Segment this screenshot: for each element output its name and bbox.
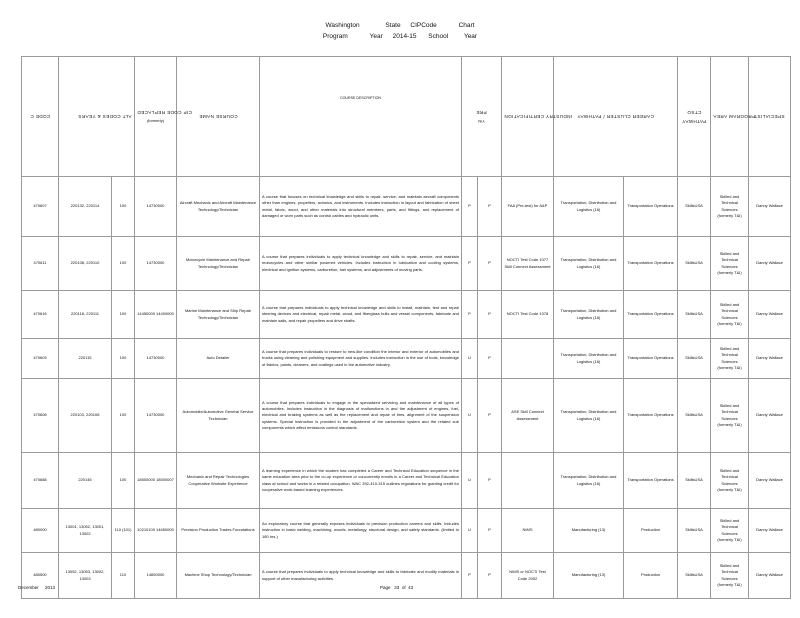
row-pre-2: P	[478, 509, 502, 553]
row-ctso: SkillsUSA	[678, 339, 711, 379]
title-word: Washington	[325, 22, 360, 29]
row-ctso: SkillsUSA	[678, 237, 711, 291]
footer-date	[18, 585, 55, 590]
document-title	[0, 20, 800, 42]
header-ctso: CTSO PATHWAY	[678, 57, 711, 177]
row-pre-2: P	[478, 177, 502, 237]
row-course-name: Mechanic and Repair Technologies Cooperative Worksite Experience	[177, 453, 260, 509]
row-cluster: Transportation, Distribution and Logistics (16)	[554, 177, 624, 237]
row-description: A course that prepares individuals to restore to new-like condition the interior and exterior of automobiles and trucks using cleaning and polishing equipment and supplies. Includes instruction in the use of tools, knowledge of fabrics, paints, cleaners, and coatings used in the automotive industry.	[260, 339, 462, 379]
row-ctso: SkillsUSA	[678, 177, 711, 237]
row-pathway: Transportation Operations	[624, 237, 678, 291]
row-program-area: Skilled and Technical Sciences (formerly T&I)	[711, 177, 749, 237]
table-row	[22, 509, 791, 553]
footer-page	[380, 585, 413, 590]
row-course-name: Machine Shop Technology/Technician	[177, 553, 260, 599]
row-description: A course that prepares individuals to apply technical knowledge and skills to fabricate and modify materials in support of other manufacturing activities.	[260, 553, 462, 599]
footer-of: of	[401, 585, 406, 590]
row-program-area: Skilled and Technical Sciences (formerly T&I)	[711, 553, 749, 599]
row-specialist: Danny Wallace	[749, 379, 791, 453]
row-code: 470608	[22, 379, 59, 453]
table-row	[22, 339, 791, 379]
row-code: 480500	[22, 553, 59, 599]
footer-page-label: Page	[380, 585, 391, 590]
header-program: PROGRAM AREA	[711, 57, 749, 177]
row-alt-codes: 220108, 220110	[59, 237, 112, 291]
row-industry-cert: ASE Skill Connect Assessment	[502, 379, 554, 453]
row-program-area: Skilled and Technical Sciences (formerly T&I)	[711, 237, 749, 291]
row-specialist: Danny Wallace	[749, 453, 791, 509]
row-cluster: Transportation, Distribution and Logistics (16)	[554, 379, 624, 453]
title-line-1	[0, 20, 800, 31]
row-cip: 10210100 14650000	[135, 509, 177, 553]
row-cip: 14730000	[135, 237, 177, 291]
row-code: 470603	[22, 339, 59, 379]
row-course-name: Motorcycle Maintenance and Repair Technology/Technician	[177, 237, 260, 291]
row-cip: 14450000 14400000	[135, 291, 177, 339]
cip-code-table	[21, 56, 791, 599]
row-cluster: Transportation, Distribution and Logistics (16)	[554, 453, 624, 509]
header-cip: CIP CODE REPLACED (formerly)	[135, 57, 177, 177]
row-program-area: Skilled and Technical Sciences (formerly T&I)	[711, 379, 749, 453]
row-industry-cert	[502, 339, 554, 379]
title-line-2	[0, 31, 800, 42]
row-specialist: Danny Wallace	[749, 237, 791, 291]
header-pre: PRE Y/N	[462, 57, 502, 177]
row-course-name: Automobile/Automotive General Service Technician	[177, 379, 260, 453]
row-cluster: Transportation, Distribution and Logistics (16)	[554, 291, 624, 339]
row-alt-codes: 220132, 220114	[59, 177, 112, 237]
row-code: 470611	[22, 237, 59, 291]
row-industry-cert: NIMS or NOCTI Test Code 2002	[502, 553, 554, 599]
row-ctso: SkillsUSA	[678, 379, 711, 453]
row-cluster: Manufacturing (13)	[554, 553, 624, 599]
row-num: 110 (101)	[112, 509, 135, 553]
row-pre-2: P	[478, 379, 502, 453]
row-description: A learning experience in which the student has completed a Career and Technical Education sequence in the same education area prior to the co-op experience or concurrently enrolls in a Career and Technical Education class at school and works in a related occupation. WAC 392-410-315 outlines regulations for granting credit for cooperative work-based learning experiences.	[260, 453, 462, 509]
row-program-area: Skilled and Technical Sciences (formerly T&I)	[711, 509, 749, 553]
row-num: 100	[112, 379, 135, 453]
row-ctso: SkillsUSA	[678, 553, 711, 599]
row-pre-1: P	[462, 553, 478, 599]
row-program-area: Skilled and Technical Sciences (formerly T&I)	[711, 291, 749, 339]
row-pre-2: P	[478, 453, 502, 509]
table-row	[22, 237, 791, 291]
footer-total: 43	[408, 585, 414, 590]
row-pre-1: U	[462, 339, 478, 379]
row-description: A course that prepares individuals to engage in the specialized servicing and maintenance of all types of automobiles. Includes instruction in the diagnosis of malfunctions in and the adjustment of engines, fuel, electrical and braking systems as well as the replacement and repair of tires, alignment of the suspension systems. Special instruction is provided in the adjustment of the carburetion system and the related sub components which affect emissions control standards.	[260, 379, 462, 453]
row-pathway: Transportation Operations	[624, 379, 678, 453]
row-cip: 14730000	[135, 379, 177, 453]
row-description: A course that prepares individuals to apply technical knowledge and skills to install, maintain, test and repair steering devices and electrical, repair metal, wood, and fiberglass hulls and vessel components, fabricate and maintain sails, and repair propellers and drive shafts.	[260, 291, 462, 339]
row-ctso: SkillsUSA	[678, 453, 711, 509]
row-num: 100	[112, 237, 135, 291]
header-alt-codes: ALT CODES & YEARS	[59, 57, 135, 177]
title-word: Year	[463, 33, 478, 40]
row-code: 470616	[22, 291, 59, 339]
row-pre-1: P	[462, 177, 478, 237]
header-cip-sub: (formerly)	[146, 117, 165, 123]
row-alt-codes: 220118, 220111	[59, 291, 112, 339]
row-pre-1: P	[462, 237, 478, 291]
row-program-area: Skilled and Technical Sciences (formerly T&I)	[711, 339, 749, 379]
title-word: Program	[322, 33, 348, 40]
header-pathway: PATHWAY	[681, 118, 707, 124]
row-program-area: Skilled and Technical Sciences (formerly T&I)	[711, 453, 749, 509]
title-word: State	[385, 22, 401, 29]
row-pre-2: P	[478, 339, 502, 379]
row-cluster: Transportation, Distribution and Logistics (16)	[554, 339, 624, 379]
row-industry-cert: NIMS	[502, 509, 554, 553]
row-num: 110	[112, 553, 135, 599]
title-word: Year	[369, 33, 383, 40]
row-course-name: Marine Maintenance and Ship Repair Technology/Technician	[177, 291, 260, 339]
row-industry-cert: NOCTI Test Code 1077 Skill Connect Assessment	[502, 237, 554, 291]
row-pre-2: P	[478, 237, 502, 291]
row-specialist: Danny Wallace	[749, 177, 791, 237]
row-specialist: Danny Wallace	[749, 339, 791, 379]
row-cluster: Transportation, Distribution and Logistics (16)	[554, 237, 624, 291]
header-code: CODE C	[22, 57, 59, 177]
footer-page-num: 33	[394, 585, 400, 590]
row-pre-2: P	[478, 291, 502, 339]
row-industry-cert	[502, 453, 554, 509]
row-num: 100	[112, 291, 135, 339]
row-specialist: Danny Wallace	[749, 509, 791, 553]
row-pre-1: U	[462, 453, 478, 509]
table-row	[22, 553, 791, 599]
row-cip: 14730000	[135, 177, 177, 237]
row-description: A course that prepares individuals to apply technical knowledge and skills to repair, service, and maintain motorcycles and other similar powered vehicles. Includes instruction in lubrication and cooling systems, electrical and ignition systems, carburetion, fuel systems, and adjustments of moving parts.	[260, 237, 462, 291]
header-pre-sub: Y/N	[478, 118, 485, 124]
header-industry: INDUSTRY CERTIFICATION	[502, 57, 554, 177]
row-pathway: Transportation Operations	[624, 453, 678, 509]
header-description: COURSE DESCRIPTION	[260, 57, 462, 177]
row-code: 470688	[22, 453, 59, 509]
header-row	[22, 57, 791, 177]
row-pre-1: U	[462, 379, 478, 453]
row-specialist: Danny Wallace	[749, 553, 791, 599]
row-pathway: Production	[624, 553, 678, 599]
row-cluster: Manufacturing (13)	[554, 509, 624, 553]
header-cluster: CAREER CLUSTER / PATHWAY	[554, 57, 678, 177]
row-ctso: SkillsUSA	[678, 509, 711, 553]
row-ctso: SkillsUSA	[678, 291, 711, 339]
row-alt-codes: 220145	[59, 453, 112, 509]
row-description: A course that focuses on technical knowledge and skills to repair, service, and maintain aircraft components other than engines, propellers, avionics, and instruments. Includes instruction in layout and fabrication of sheet metal, fabric, wood, and other materials into structural members, parts, and fittings, and replacement of damaged or worn parts such as control cables and hydraulic units.	[260, 177, 462, 237]
footer-month: December	[18, 585, 39, 590]
table-row	[22, 177, 791, 237]
row-description: An exploratory course that generally exposes individuals to precision production careers and skills. Includes instruction in basic welding, machining, woods, metallurgy, structural design, and safety standards. (limited to 180 hrs.)	[260, 509, 462, 553]
header-course-name: COURSE NAME	[177, 57, 260, 177]
row-num: 100	[112, 339, 135, 379]
row-course-name: Precision Production Trades Foundations	[177, 509, 260, 553]
row-pathway: Transportation Operations	[624, 291, 678, 339]
row-course-name: Auto Detailer	[177, 339, 260, 379]
row-alt-codes: 13001, 13052, 13001, 13002	[59, 509, 112, 553]
table-row	[22, 453, 791, 509]
row-pre-1: U	[462, 509, 478, 553]
row-pathway: Transportation Operations	[624, 339, 678, 379]
row-num: 100	[112, 453, 135, 509]
row-industry-cert: NOCTI Test Code 1078	[502, 291, 554, 339]
row-code: 480000	[22, 509, 59, 553]
row-alt-codes: 13052, 13053, 13002, 13003	[59, 553, 112, 599]
table-row	[22, 379, 791, 453]
row-course-name: Aircraft Mechanic and Aircraft Maintenance Technology/Technician	[177, 177, 260, 237]
row-pre-1: P	[462, 291, 478, 339]
row-cip: 14730000	[135, 339, 177, 379]
title-word: CIPCode	[410, 22, 437, 29]
row-pre-2: P	[478, 553, 502, 599]
title-word: School	[428, 33, 449, 40]
row-alt-codes: 220115	[59, 339, 112, 379]
footer-year: 2013	[45, 585, 56, 590]
row-pathway: Production	[624, 509, 678, 553]
row-cip: 18500000 18500007	[135, 453, 177, 509]
row-cip: 14650000	[135, 553, 177, 599]
header-specialist: SPECIALIST	[749, 57, 791, 177]
row-pathway: Transportation Operations	[624, 177, 678, 237]
row-specialist: Danny Wallace	[749, 291, 791, 339]
row-num: 100	[112, 177, 135, 237]
row-alt-codes: 220103, 220108	[59, 379, 112, 453]
table-row	[22, 291, 791, 339]
row-industry-cert: FAA (Pre-test) for A&P	[502, 177, 554, 237]
title-word: 2014-15	[392, 33, 417, 40]
row-code: 470607	[22, 177, 59, 237]
title-word: Chart	[458, 22, 475, 29]
